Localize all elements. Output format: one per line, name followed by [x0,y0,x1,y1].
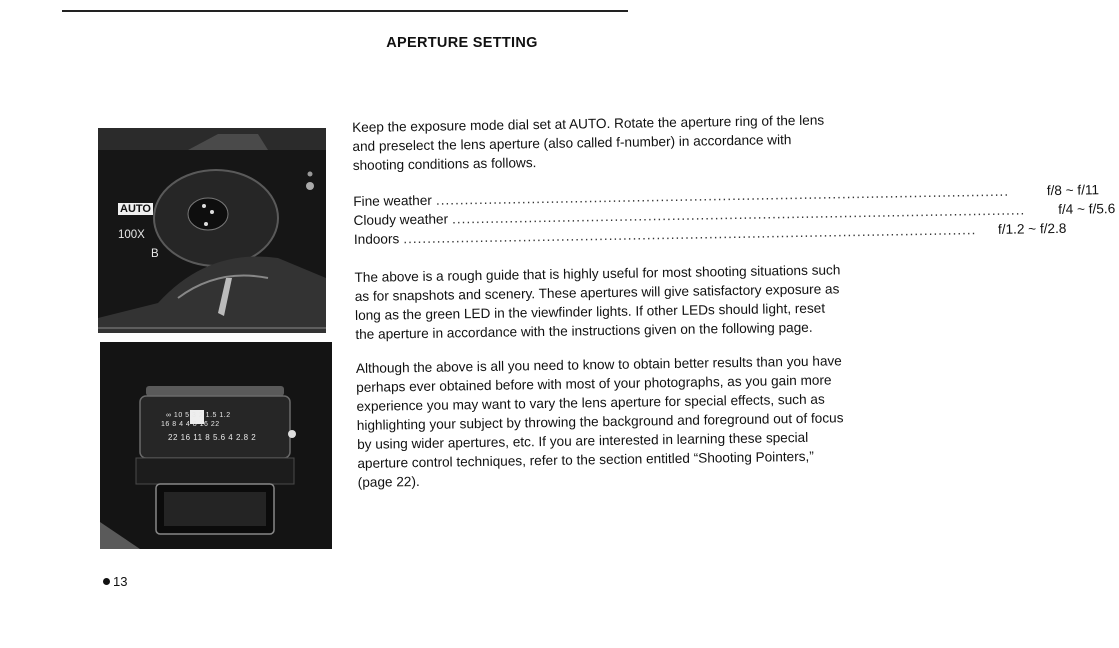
guide-paragraph: The above is a rough guide that is highly useful for most shooting situations such as for snapshots and scenery. These apertures will give satisfactory exposure as long as the green LED in the viewfinder lights. If other LEDs should light, reset the aperture in accordance with the instructions given on the following page. [354,262,841,342]
depth-scale: 16 8 4 4 8 16 22 [161,421,220,428]
aperture-settings-list [353,182,1116,249]
aperture-value: f/1.2 ~ f/2.8 [997,220,1067,237]
distance-scale: ∞ 10 5 3 2 1.5 1.2 [166,412,231,419]
aperture-value: f/4 ~ f/5.6 [1058,201,1116,217]
lens-photo [100,342,332,549]
top-rule [62,10,628,12]
condition-label: Cloudy weather [353,211,449,228]
aperture-scale: 22 16 11 8 5.6 4 2.8 2 [168,433,257,442]
intro-paragraph: Keep the exposure mode dial set at AUTO. Rotate the aperture ring of the lens and preselect the lens aperture (also called f-number) in accordance with shooting conditions as follows. [352,112,825,173]
page-number-text: 13 [113,574,128,589]
leader-dots: ........................................................................................................................ [403,222,977,247]
leader-dots: ........................................................................................................................ [435,183,1010,208]
condition-label: Fine weather [353,192,433,209]
condition-label: Indoors [353,231,400,247]
advanced-paragraph: Although the above is all you need to know to obtain better results than you have perhaps ever obtained before with most of your photographs, as you gain more experience you may want to vary the lens aperture for special effects, such as highlighting your subject by throwing the background and foreground out of focus by using wider apertures, etc. If you are interested in learning these special aperture control techniques, refer to the section entitled “Shooting Pointers,” (page 22). [355,353,844,490]
mode-bulb-label: B [151,248,159,260]
leader-dots: ........................................................................................................................ [451,202,1026,227]
mode-auto-label: AUTO [120,203,151,215]
mode-iso-label: 100X [118,229,145,241]
bullet-icon [103,578,110,585]
lens-illustration [100,342,332,549]
page-number [103,574,127,589]
body-text [352,110,1116,492]
page-title: APERTURE SETTING [386,35,538,51]
aperture-value: f/8 ~ f/11 [1046,182,1100,199]
